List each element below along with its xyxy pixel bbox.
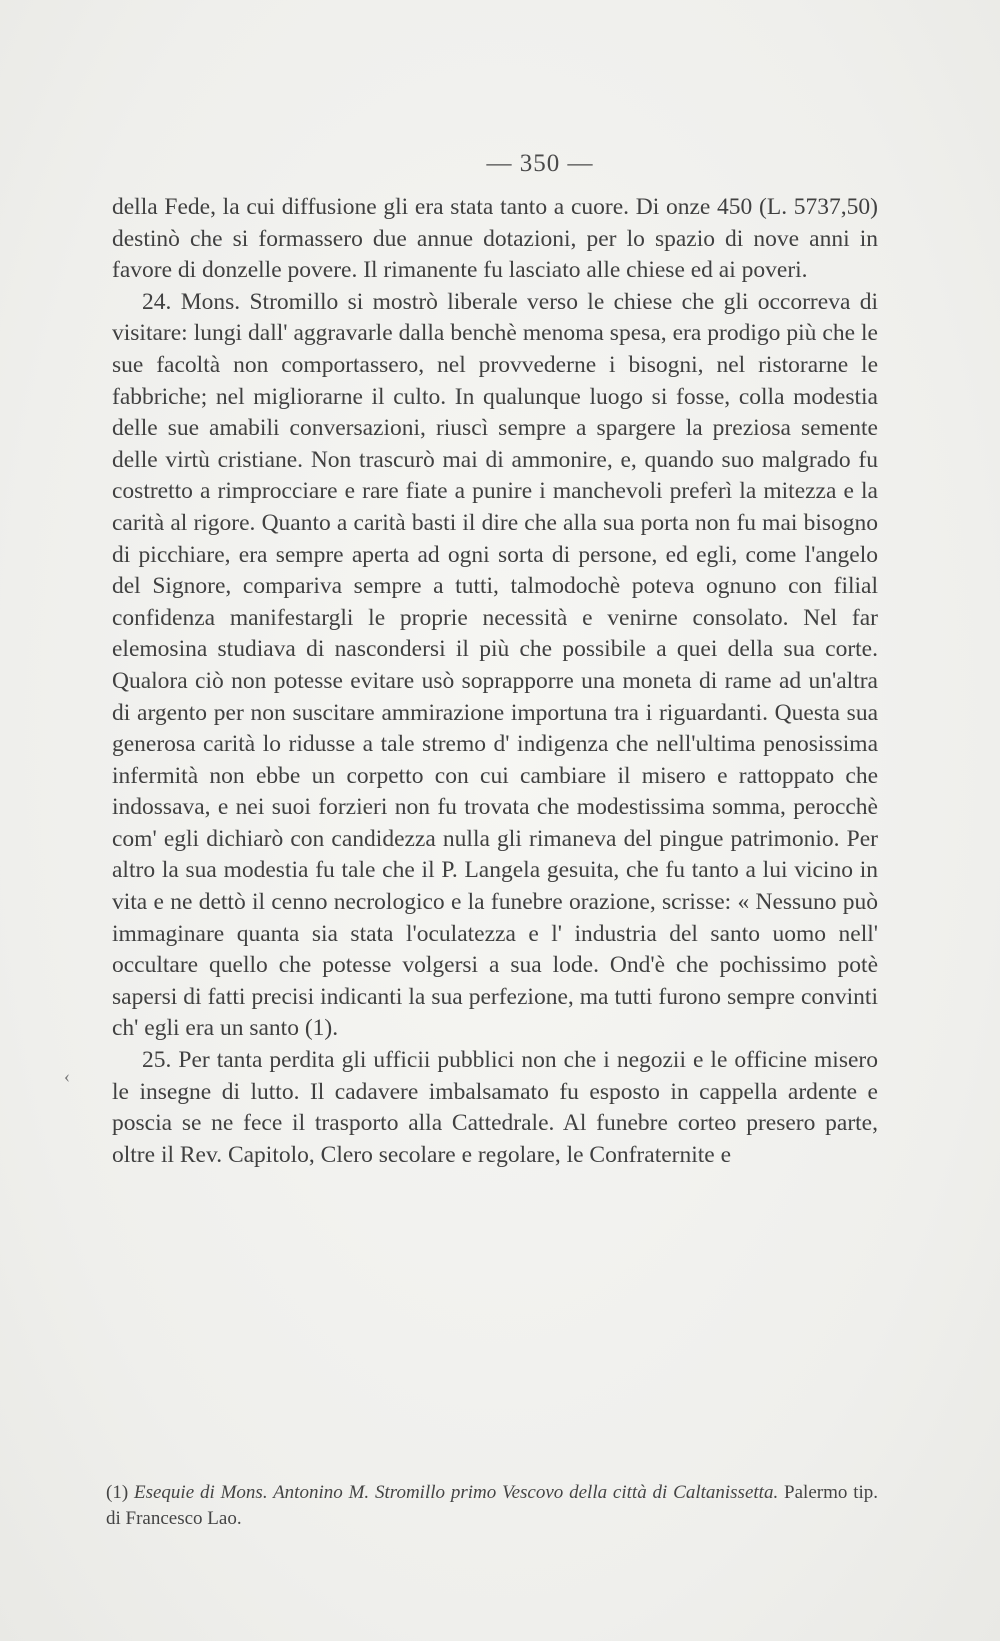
footnote xyxy=(106,1480,878,1532)
paragraph-24: 24. Mons. Stromillo si mostrò liberale verso le chiese che gli occorreva di visitare: lungi dall' aggravarle dalla benchè menoma spesa, era prodigo più che le sue facoltà non comportassero, nel provvederne i bisogni, nel ristorarne le fabbriche; nel migliorarne il culto. In qualunque luogo si fosse, colla modestia delle sue amabili conversazioni, riuscì sempre a spargere la preziosa semente delle virtù cristiane. Non trascurò mai di ammonire, e, quando suo malgrado fu costretto a rimprocciare e rare fiate a punire i manchevoli preferì la mitezza e la carità al rigore. Quanto a carità basti il dire che alla sua porta non fu mai bisogno di picchiare, era sempre aperta ad ogni sorta di persone, ed egli, come l'angelo del Signore, compariva sempre a tutti, talmodochè poteva ognuno con filial confidenza manifestargli le proprie necessità e venirne consolato. Nel far elemosina studiava di nascondersi il più che possibile a quei della sua corte. Qualora ciò non potesse evitare usò soprapporre una moneta di rame ad un'altra di argento per non suscitare ammirazione importuna tra i riguardanti. Questa sua generosa carità lo ridusse a tale stremo d' indigenza che nell'ultima penosissima infermità non ebbe un corpetto con cui cambiare il misero e rattoppato che indossava, e nei suoi forzieri non fu trovata che modestissima somma, perocchè com' egli dichiarò con candidezza nulla gli rimaneva del pingue patrimonio. Per altro la sua modestia fu tale che il P. Langela gesuita, che fu tanto a lui vicino in vita e ne dettò il cenno necrologico e la funebre orazione, scrisse: « Nessuno può immaginare quanta sia stata l'oculatezza e l' industria del santo uomo nell' occultare quello che potesse volgersi a sua lode. Ond'è che pochissimo potè sapersi di fatti precisi indicanti la sua perfezione, ma tutti furono sempre convinti ch' egli era un santo (1). xyxy=(112,288,878,1042)
body-text xyxy=(112,192,878,1171)
page-number: — 350 — xyxy=(486,150,594,177)
paragraph-25: 25. Per tanta perdita gli ufficii pubblici non che i negozii e le officine misero le insegne di lutto. Il cadavere imbalsamato fu esposto in cappella ardente e poscia se ne fece il trasporto alla Cattedrale. Al funebre corteo presero parte, oltre il Rev. Capitolo, Clero secolare e regolare, le Confraternite e xyxy=(112,1047,878,1168)
footnote-publisher: Palermo tip. di Francesco Lao. xyxy=(106,1482,879,1529)
margin-mark: ‹ xyxy=(64,1066,70,1086)
footnote-mark: (1) xyxy=(106,1482,134,1503)
footnote-title: Esequie di Mons. Antonino M. Stromillo primo Vescovo della città di Caltanissetta. xyxy=(134,1482,779,1503)
paragraph-continuation: della Fede, la cui diffusione gli era stata tanto a cuore. Di onze 450 (L. 5737,50) destinò che si formassero due annue dotazioni, per lo spazio di nove anni in favore di donzelle povere. Il rimanente fu lasciato alle chiese ed ai poveri. xyxy=(112,194,878,284)
